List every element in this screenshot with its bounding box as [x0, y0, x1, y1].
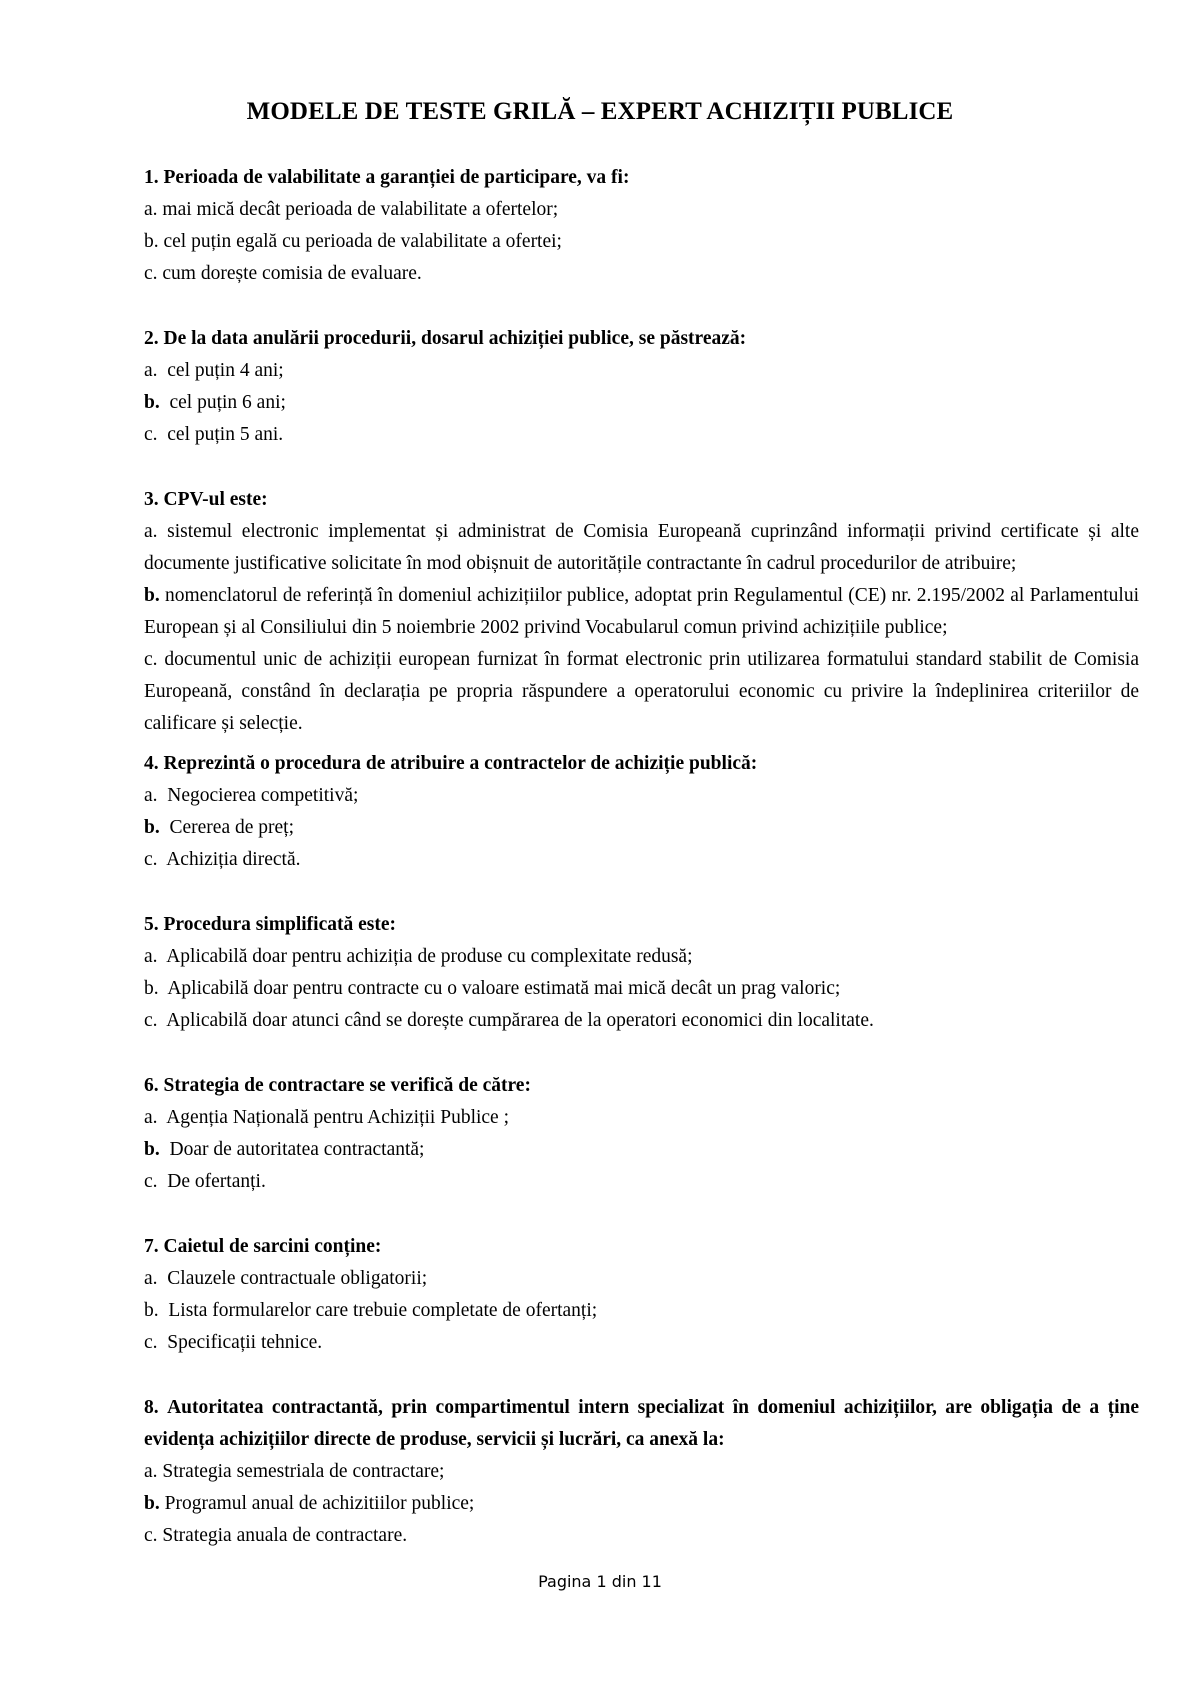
option-letter: a. — [144, 521, 158, 542]
option-c — [144, 644, 1139, 740]
option-c — [144, 1327, 1139, 1359]
option-c — [144, 1520, 1139, 1552]
option-letter: a. — [144, 1461, 158, 1482]
option-a — [144, 1263, 1139, 1295]
option-text: nomenclatorul de referință în domeniul achizițiilor publice, adoptat prin Regulamentul (CE) nr. 2.195/2002 al Parlamentului European și al Consiliului din 5 noiembrie 2002 privind Vocabularul comun privind achizițiile publice; — [144, 585, 1139, 638]
question-text: Autoritatea contractantă, prin compartimentul intern specializat în domeniul achizițiilor, are obligația de a ține evidența achizițiilor directe de produse, servicii și lucrări, ca anexă la: — [144, 1397, 1139, 1450]
option-c — [144, 419, 1139, 451]
option-b — [144, 973, 1139, 1005]
option-text: Clauzele contractuale obligatorii; — [167, 1268, 428, 1289]
option-text: Specificații tehnice. — [167, 1332, 323, 1353]
option-b — [144, 226, 1139, 258]
option-a — [144, 941, 1139, 973]
question-text: Reprezintă o procedura de atribuire a contractelor de achiziție publică: — [163, 753, 758, 774]
question-list — [144, 162, 1139, 1552]
option-letter: c. — [144, 849, 158, 870]
option-text: documentul unic de achiziții european furnizat în format electronic prin utilizarea formatului standard stabilit de Comisia Europeană, constând în declarația pe propria răspundere a operatorului economic cu privire la îndeplinirea criteriilor de calificare și selecție. — [144, 649, 1139, 734]
question-7 — [144, 1231, 1139, 1359]
option-text: cel puțin 5 ani. — [167, 424, 284, 445]
option-text: Achiziția directă. — [166, 849, 301, 870]
option-b — [144, 387, 1139, 419]
question-number: 2. — [144, 328, 159, 349]
option-text: mai mică decât perioada de valabilitate a ofertelor; — [162, 199, 559, 220]
option-a — [144, 780, 1139, 812]
option-text: cum dorește comisia de evaluare. — [162, 263, 422, 284]
question-text: Procedura simplificată este: — [163, 914, 396, 935]
option-text: cel puțin 6 ani; — [169, 392, 286, 413]
option-letter: a. — [144, 1268, 158, 1289]
option-text: Aplicabilă doar pentru contracte cu o valoare estimată mai mică decât un prag valoric; — [167, 978, 841, 999]
option-a — [144, 1102, 1139, 1134]
option-text: Programul anual de achizitiilor publice; — [164, 1493, 475, 1514]
option-letter: c. — [144, 1171, 158, 1192]
question-number: 8. — [144, 1397, 159, 1418]
option-letter: b. — [144, 817, 160, 838]
option-letter: c. — [144, 263, 158, 284]
option-text: cel puțin 4 ani; — [167, 360, 284, 381]
question-number: 7. — [144, 1236, 159, 1257]
question-text: De la data anulării procedurii, dosarul achiziției publice, se păstrează: — [163, 328, 747, 349]
option-letter: b. — [144, 978, 159, 999]
question-6 — [144, 1070, 1139, 1198]
option-text: Aplicabilă doar pentru achiziția de produse cu complexitate redusă; — [166, 946, 693, 967]
question-8 — [144, 1392, 1139, 1552]
option-b — [144, 1295, 1139, 1327]
option-b — [144, 1134, 1139, 1166]
question-number: 3. — [144, 489, 159, 510]
option-c — [144, 1005, 1139, 1037]
option-letter: b. — [144, 1139, 160, 1160]
option-c — [144, 258, 1139, 290]
page-number-footer: Pagina 1 din 11 — [538, 1572, 662, 1591]
option-letter: c. — [144, 649, 158, 670]
option-text: cel puțin egală cu perioada de valabilitate a ofertei; — [163, 231, 562, 252]
option-a — [144, 355, 1139, 387]
question-3 — [144, 484, 1139, 740]
option-letter: b. — [144, 231, 159, 252]
option-letter: a. — [144, 360, 158, 381]
question-text: Strategia de contractare se verifică de către: — [163, 1075, 531, 1096]
option-text: Agenția Națională pentru Achiziții Publice ; — [166, 1107, 510, 1128]
option-letter: b. — [144, 1300, 159, 1321]
option-a — [144, 194, 1139, 226]
option-letter: c. — [144, 1010, 158, 1031]
option-text: Lista formularelor care trebuie completate de ofertanți; — [168, 1300, 598, 1321]
option-letter: b. — [144, 585, 160, 606]
option-letter: a. — [144, 946, 158, 967]
question-number: 4. — [144, 753, 159, 774]
option-letter: c. — [144, 1332, 158, 1353]
question-number: 1. — [144, 167, 159, 188]
option-b — [144, 580, 1139, 644]
option-letter: c. — [144, 424, 158, 445]
option-text: Strategia semestriala de contractare; — [162, 1461, 445, 1482]
option-text: De ofertanți. — [167, 1171, 266, 1192]
option-text: Doar de autoritatea contractantă; — [169, 1139, 425, 1160]
option-text: Cererea de preț; — [169, 817, 294, 838]
question-number: 6. — [144, 1075, 159, 1096]
option-text: Aplicabilă doar atunci când se dorește cumpărarea de la operatori economici din localitate. — [166, 1010, 874, 1031]
question-4 — [144, 748, 1139, 876]
question-text: Perioada de valabilitate a garanției de participare, va fi: — [163, 167, 630, 188]
option-text: sistemul electronic implementat și administrat de Comisia Europeană cuprinzând informații privind certificate și alte documente justificative solicitate în mod obișnuit de autoritățile contractante în cadrul procedurilor de atribuire; — [144, 521, 1140, 574]
option-b — [144, 812, 1139, 844]
question-1 — [144, 162, 1139, 290]
option-a — [144, 1456, 1139, 1488]
option-letter: a. — [144, 1107, 158, 1128]
question-number: 5. — [144, 914, 159, 935]
option-c — [144, 844, 1139, 876]
option-letter: c. — [144, 1525, 158, 1546]
option-c — [144, 1166, 1139, 1198]
option-text: Negocierea competitivă; — [167, 785, 359, 806]
option-a — [144, 516, 1139, 580]
option-letter: a. — [144, 199, 158, 220]
question-2 — [144, 323, 1139, 451]
question-text: Caietul de sarcini conține: — [163, 1236, 382, 1257]
option-letter: a. — [144, 785, 158, 806]
question-text: CPV-ul este: — [163, 489, 268, 510]
option-b — [144, 1488, 1139, 1520]
page-title: MODELE DE TESTE GRILĂ – EXPERT ACHIZIȚII PUBLICE — [246, 98, 954, 125]
question-5 — [144, 909, 1139, 1037]
option-text: Strategia anuala de contractare. — [162, 1525, 408, 1546]
option-letter: b. — [144, 1493, 160, 1514]
option-letter: b. — [144, 392, 160, 413]
